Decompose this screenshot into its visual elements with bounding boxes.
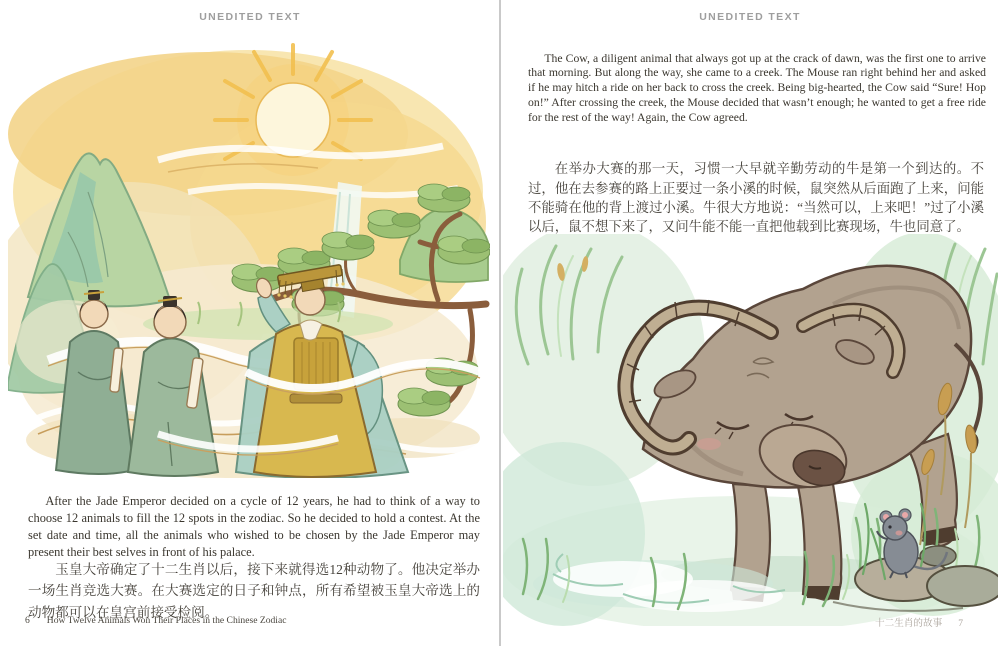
right-chinese-paragraph: 在举办大赛的那一天，习惯一大早就辛勤劳动的牛是第一个到达的。不过，他在去参赛的路上正要过一条小溪的时候，鼠突然从后面跑了上来，问能不能骑在他的背上渡过小溪。牛很大方地说：“当然可以，上来吧！”过了小溪以后，鼠不想下来了，又问牛能不能一直把他载到比赛现场，牛也同意了。 — [528, 161, 984, 235]
page-gutter-divider — [499, 0, 501, 646]
left-page-header: UNEDITED TEXT — [199, 11, 301, 23]
cow-and-mouse-illustration — [503, 234, 998, 626]
left-page-footer — [25, 615, 455, 626]
right-footer-title: 十二生肖的故事 — [875, 618, 943, 629]
jade-emperor-illustration — [8, 42, 490, 478]
right-page-footer — [500, 615, 963, 629]
left-english-paragraph: After the Jade Emperor decided on a cycle of 12 years, he had to think of a way to choose 12 animals to fill the 12 spots in the zodiac. So he decided to hold a contest. At the set date and time, all the animals who wished to be chosen by the Jade Emperor may present their best selves in front of his palace. — [28, 494, 480, 560]
right-english-paragraph: The Cow, a diligent animal that always got up at the crack of dawn, was the first one to arrive that morning. But along the way, she came to a creek. The Mouse ran right behind her and asked if he may hitch a ride on her back to cross the creek. Being big-hearted, the Cow said “Sure! Hop on!” After crossing the creek, the Mouse decided that wasn’t enough; he wanted to get a free ride for the rest of the way! Again, the Cow agreed. — [528, 51, 986, 124]
right-page-header: UNEDITED TEXT — [699, 11, 801, 23]
left-footer-title: How Twelve Animals Won Their Places in the Chinese Zodiac — [46, 615, 287, 626]
left-chinese-paragraph: 玉皇大帝确定了十二生肖以后，接下来就得选12种动物了。他决定举办一场生肖竞选大赛。在大赛选定的日子和钟点，所有希望被玉皇大帝选上的动物都可以在皇宫前接受检阅。 — [28, 561, 480, 620]
right-page-number: 7 — [958, 618, 963, 629]
left-page-number: 6 — [25, 615, 30, 626]
